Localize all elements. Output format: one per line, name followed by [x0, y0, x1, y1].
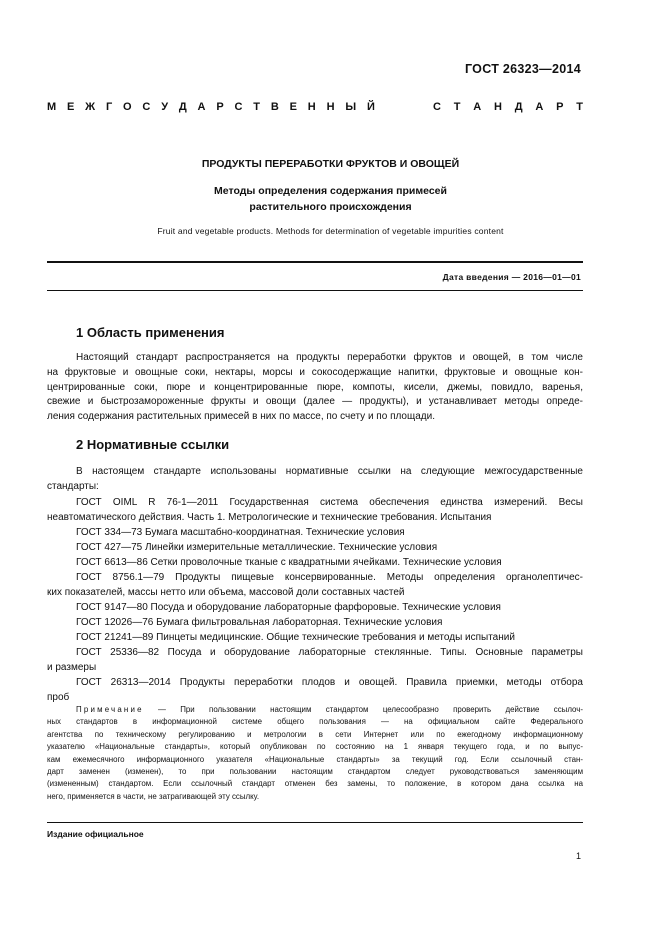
paragraph-line: центрированные соки, пюре и концентрированные пюре, компоты, кисели, джемы, повидло, варенья,	[47, 381, 583, 393]
heading-letter: С	[433, 101, 441, 113]
heading-letter: У	[161, 101, 169, 113]
normative-references-list	[47, 495, 583, 705]
section-1-heading: 1 Область применения	[76, 325, 225, 340]
heading-letter: Д	[178, 101, 187, 113]
paragraph-line: В настоящем стандарте использованы нормативные ссылки на следующие межгосударственные	[76, 466, 583, 477]
heading-letter: Д	[514, 101, 523, 113]
heading-letter: Г	[105, 101, 113, 113]
section-2-heading: 2 Нормативные ссылки	[76, 437, 230, 452]
heading-letter: Й	[366, 101, 375, 113]
paragraph-line: свежие и быстрозамороженные фрукты и овощи (далее — продукты), и устанавливает методы опреде-	[47, 396, 583, 408]
note-line: него, применяется в части, не затрагивающей эту ссылку.	[47, 791, 260, 801]
reference-line: ГОСТ 21241—89 Пинцеты медицинские. Общие технические требования и методы испытаний	[76, 632, 515, 643]
heading-letter: Н	[307, 101, 316, 113]
reference-line: ГОСТ 12026—76 Бумага фильтровальная лабораторная. Технические условия	[76, 617, 443, 628]
reference-line: ГОСТ OIML R 76-1—2011 Государственная система обеспечения единства измерений. Весы	[76, 497, 583, 508]
note-line: дарт заменен (изменен), то при пользовании настоящим стандартом следует руководствоваться заменяющим	[47, 767, 583, 777]
reference-line: ких показателей, массы нетто или объема, массовой доли составных частей	[47, 587, 405, 598]
reference-line: ГОСТ 25336—82 Посуда и оборудование лабораторные стеклянные. Типы. Основные параметры	[76, 647, 583, 658]
subtitle-line: растительного происхождения	[249, 201, 412, 213]
heading-letter: А	[197, 101, 206, 113]
note-first-line	[47, 704, 583, 716]
page-number: 1	[575, 851, 581, 861]
standard-type-word1	[47, 101, 375, 113]
reference-item	[47, 570, 583, 600]
reference-item	[47, 495, 583, 525]
heading-letter: М	[47, 101, 57, 113]
reference-item	[47, 675, 583, 705]
document-title: ПРОДУКТЫ ПЕРЕРАБОТКИ ФРУКТОВ И ОВОЩЕЙ	[201, 158, 460, 170]
note-line: — При пользовании настоящим стандартом целесообразно проверить действие ссылоч-	[158, 705, 583, 714]
reference-item	[47, 525, 583, 540]
section-2-intro	[47, 465, 583, 495]
heading-letter: С	[234, 101, 243, 113]
gost-number: ГОСТ 26323—2014	[464, 62, 581, 76]
heading-letter: Е	[67, 101, 75, 113]
reference-item	[47, 540, 583, 555]
standard-type-word2	[433, 101, 583, 113]
standard-type-heading	[47, 101, 583, 113]
reference-item	[47, 615, 583, 630]
heading-letter: О	[123, 101, 132, 113]
note-line: кам ежемесячного информационного указателя «Национальные стандарты» за текущий год. Если ссылочный стан-	[47, 754, 583, 764]
paragraph-line: на фруктовые и овощные соки, нектары, морсы и сокосодержащие напитки, фруктовые и овощные кон-	[47, 366, 583, 378]
reference-item	[47, 555, 583, 570]
section-1-text	[47, 351, 583, 425]
note-line: указателю «Национальные стандарты», который опубликован по состоянию на 1 января текущего года, и по выпус-	[47, 742, 583, 752]
heading-letter: Р	[216, 101, 224, 113]
heading-letter: Н	[326, 101, 335, 113]
heading-letter: Т	[253, 101, 261, 113]
paragraph-line: ления содержания растительных примесей в них по массе, по счету и по площади.	[47, 411, 435, 423]
footer-divider	[47, 822, 583, 823]
reference-line: ГОСТ 6613—86 Сетки проволочные тканые с квадратными ячейками. Технические условия	[76, 557, 502, 568]
note-line: (измененным) стандартом. Если ссылочный стандарт отменен без замены, то положение, в котором дана ссылка на	[47, 779, 583, 789]
heading-letter: В	[270, 101, 279, 113]
note-block	[47, 704, 583, 803]
reference-line: ГОСТ 26313—2014 Продукты переработки плодов и овощей. Правила приемки, методы отбора	[76, 677, 583, 688]
paragraph-line: Настоящий стандарт распространяется на продукты переработки фруктов и овощей, в том числе	[76, 352, 583, 363]
heading-letter: А	[535, 101, 544, 113]
edition-label: Издание официальное	[47, 829, 144, 839]
heading-letter: Т	[453, 101, 461, 113]
heading-letter: Е	[289, 101, 297, 113]
heading-letter: Р	[556, 101, 564, 113]
heading-letter: Ж	[85, 101, 96, 113]
reference-line: ГОСТ 8756.1—79 Продукты пищевые консервированные. Методы определения органолептичес-	[76, 572, 583, 583]
heading-letter: А	[473, 101, 482, 113]
reference-line: ГОСТ 9147—80 Посуда и оборудование лабораторные фарфоровые. Технические условия	[76, 602, 501, 613]
reference-item	[47, 630, 583, 645]
reference-line: проб	[47, 692, 70, 703]
subtitle-line: Методы определения содержания примесей	[214, 185, 447, 197]
paragraph-line: стандарты:	[47, 480, 99, 492]
reference-line: ГОСТ 427—75 Линейки измерительные металлические. Технические условия	[76, 542, 438, 553]
reference-line: и размеры	[47, 662, 97, 673]
heading-letter: Т	[576, 101, 583, 113]
introduction-date: Дата введения — 2016—01—01	[442, 272, 581, 282]
reference-line: неавтоматического действия. Часть 1. Метрологические и технические требования. Испытания	[47, 512, 492, 523]
heading-letter: С	[142, 101, 151, 113]
reference-line: ГОСТ 334—73 Бумага масштабно-координатная. Технические условия	[76, 527, 405, 538]
title-divider	[47, 261, 583, 263]
note-label: Примечание	[76, 705, 144, 714]
document-subtitle	[0, 183, 661, 215]
heading-letter: Н	[493, 101, 502, 113]
english-title: Fruit and vegetable products. Methods for determination of vegetable impurities content	[157, 226, 504, 236]
reference-item	[47, 600, 583, 615]
date-divider	[47, 290, 583, 291]
note-line: агентства по техническому регулированию и метрологии в сети Интернет или по ежегодному информационному	[47, 729, 583, 739]
heading-letter: Ы	[345, 101, 357, 113]
note-line: ных стандартов в информационной системе общего пользования — на официальном сайте Федерального	[47, 717, 583, 727]
reference-item	[47, 645, 583, 675]
